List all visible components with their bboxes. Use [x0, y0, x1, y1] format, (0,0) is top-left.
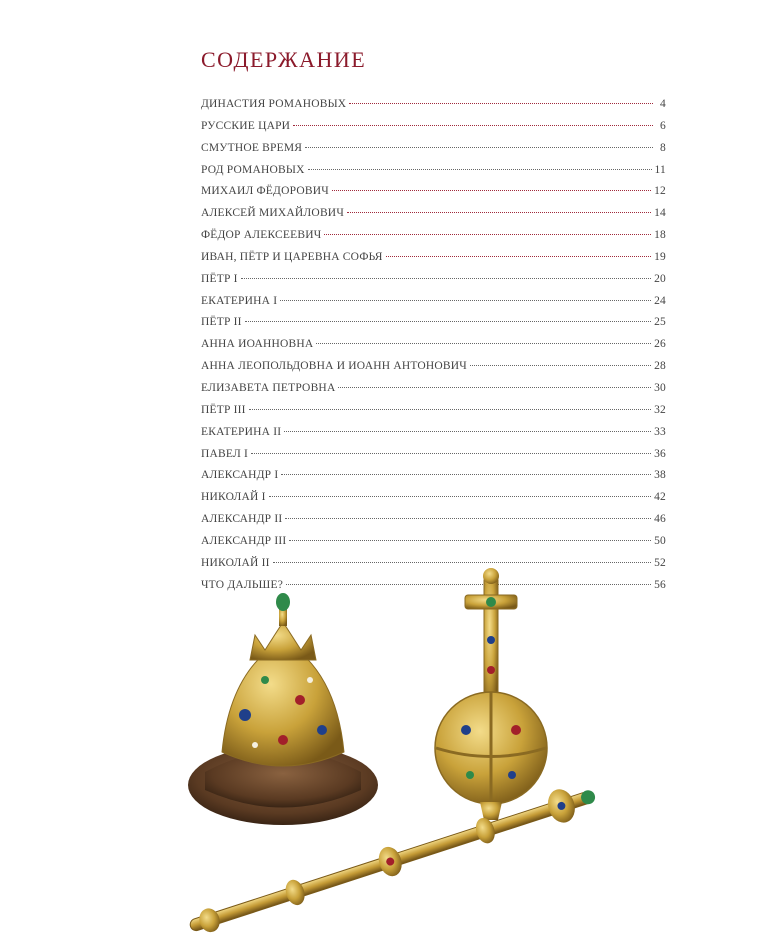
toc-entry[interactable]: [201, 513, 666, 535]
toc-entry-title: АЛЕКСАНДР II: [201, 513, 283, 526]
table-of-contents: [201, 98, 666, 600]
toc-entry-title: СМУТНОЕ ВРЕМЯ: [201, 141, 303, 154]
toc-entry-page-number: 6: [660, 119, 666, 132]
dot-leader: [280, 300, 651, 301]
toc-entry-page-number: 50: [654, 534, 666, 547]
dot-leader: [293, 125, 653, 126]
toc-entry-page-number: 18: [654, 229, 666, 242]
dot-leader: [284, 431, 651, 432]
toc-entry-title: ФЁДОР АЛЕКСЕЕВИЧ: [201, 229, 322, 242]
dot-leader: [251, 453, 651, 454]
toc-entry-title: РОД РОМАНОВЫХ: [201, 163, 305, 176]
toc-entry[interactable]: [201, 426, 666, 448]
toc-entry-title: АННА ИОАННОВНА: [201, 338, 314, 351]
toc-entry-title: ДИНАСТИЯ РОМАНОВЫХ: [201, 98, 347, 110]
dot-leader: [349, 103, 653, 104]
toc-entry-page-number: 20: [654, 272, 666, 285]
toc-entry-page-number: 14: [654, 207, 666, 220]
toc-entry[interactable]: [201, 338, 666, 360]
toc-entry-page-number: 30: [654, 381, 666, 394]
toc-entry-title: ПАВЕЛ I: [201, 447, 249, 460]
toc-entry[interactable]: [201, 382, 666, 404]
dot-leader: [347, 212, 651, 213]
toc-entry[interactable]: [201, 273, 666, 295]
toc-entry-page-number: 24: [654, 294, 666, 307]
toc-entry[interactable]: [201, 185, 666, 207]
toc-entry-title: АЛЕКСАНДР I: [201, 469, 279, 482]
dot-leader: [241, 278, 651, 279]
toc-entry-page-number: 36: [654, 447, 666, 460]
toc-entry-page-number: 28: [654, 360, 666, 373]
toc-entry-page-number: 46: [654, 513, 666, 526]
dot-leader: [316, 343, 651, 344]
dot-leader: [305, 147, 653, 148]
toc-entry-title: ЧТО ДАЛЬШЕ?: [201, 578, 284, 591]
toc-entry[interactable]: [201, 120, 666, 142]
toc-entry-title: АННА ЛЕОПОЛЬДОВНА И ИОАНН АНТОНОВИЧ: [201, 360, 467, 373]
toc-entry-page-number: 38: [654, 469, 666, 482]
toc-entry-page-number: 4: [660, 98, 666, 110]
toc-entry-page-number: 56: [654, 578, 666, 591]
toc-entry[interactable]: [201, 229, 666, 251]
toc-entry-page-number: 12: [654, 185, 666, 198]
dot-leader: [249, 409, 651, 410]
toc-entry[interactable]: [201, 316, 666, 338]
dot-leader: [338, 387, 651, 388]
toc-entry-page-number: 42: [654, 491, 666, 504]
dot-leader: [470, 365, 651, 366]
toc-entry-title: ЕЛИЗАВЕТА ПЕТРОВНА: [201, 381, 336, 394]
toc-entry-page-number: 19: [654, 250, 666, 263]
toc-entry-page-number: 52: [654, 556, 666, 569]
toc-entry-title: ПЁТР I: [201, 272, 238, 285]
toc-entry-title: НИКОЛАЙ I: [201, 491, 266, 504]
toc-entry[interactable]: [201, 448, 666, 470]
dot-leader: [386, 256, 651, 257]
toc-entry[interactable]: [201, 404, 666, 426]
toc-entry[interactable]: [201, 207, 666, 229]
dot-leader: [281, 474, 651, 475]
dot-leader: [332, 190, 651, 191]
dot-leader: [308, 169, 652, 170]
dot-leader: [285, 518, 651, 519]
toc-entry[interactable]: [201, 491, 666, 513]
crown-icon: [188, 593, 378, 825]
toc-entry-title: ЕКАТЕРИНА II: [201, 425, 282, 438]
toc-entry-title: АЛЕКСЕЙ МИХАЙЛОВИЧ: [201, 207, 344, 220]
toc-entry[interactable]: [201, 98, 666, 120]
toc-entry-title: РУССКИЕ ЦАРИ: [201, 119, 291, 132]
toc-entry[interactable]: [201, 360, 666, 382]
toc-entry-title: ПЁТР II: [201, 316, 242, 329]
toc-entry[interactable]: [201, 295, 666, 317]
toc-entry-title: АЛЕКСАНДР III: [201, 534, 287, 547]
page-title: СОДЕРЖАНИЕ: [201, 47, 367, 72]
dot-leader: [269, 496, 651, 497]
toc-entry[interactable]: [201, 469, 666, 491]
toc-entry-page-number: 33: [654, 425, 666, 438]
toc-entry-title: ПЁТР III: [201, 403, 246, 416]
toc-entry-title: ИВАН, ПЁТР И ЦАРЕВНА СОФЬЯ: [201, 250, 383, 263]
toc-entry[interactable]: [201, 142, 666, 164]
toc-entry-title: МИХАИЛ ФЁДОРОВИЧ: [201, 185, 329, 198]
toc-entry-page-number: 26: [654, 338, 666, 351]
toc-entry[interactable]: [201, 164, 666, 186]
toc-entry-title: ЕКАТЕРИНА I: [201, 294, 278, 307]
regalia-illustration: [0, 540, 774, 935]
toc-entry[interactable]: [201, 251, 666, 273]
toc-entry-title: НИКОЛАЙ II: [201, 556, 270, 569]
toc-entry-page-number: 11: [654, 163, 666, 176]
dot-leader: [324, 234, 651, 235]
orb-icon: [435, 568, 547, 820]
toc-entry-page-number: 25: [654, 316, 666, 329]
dot-leader: [245, 321, 651, 322]
toc-entry-page-number: 8: [660, 141, 666, 154]
toc-entry-page-number: 32: [654, 403, 666, 416]
